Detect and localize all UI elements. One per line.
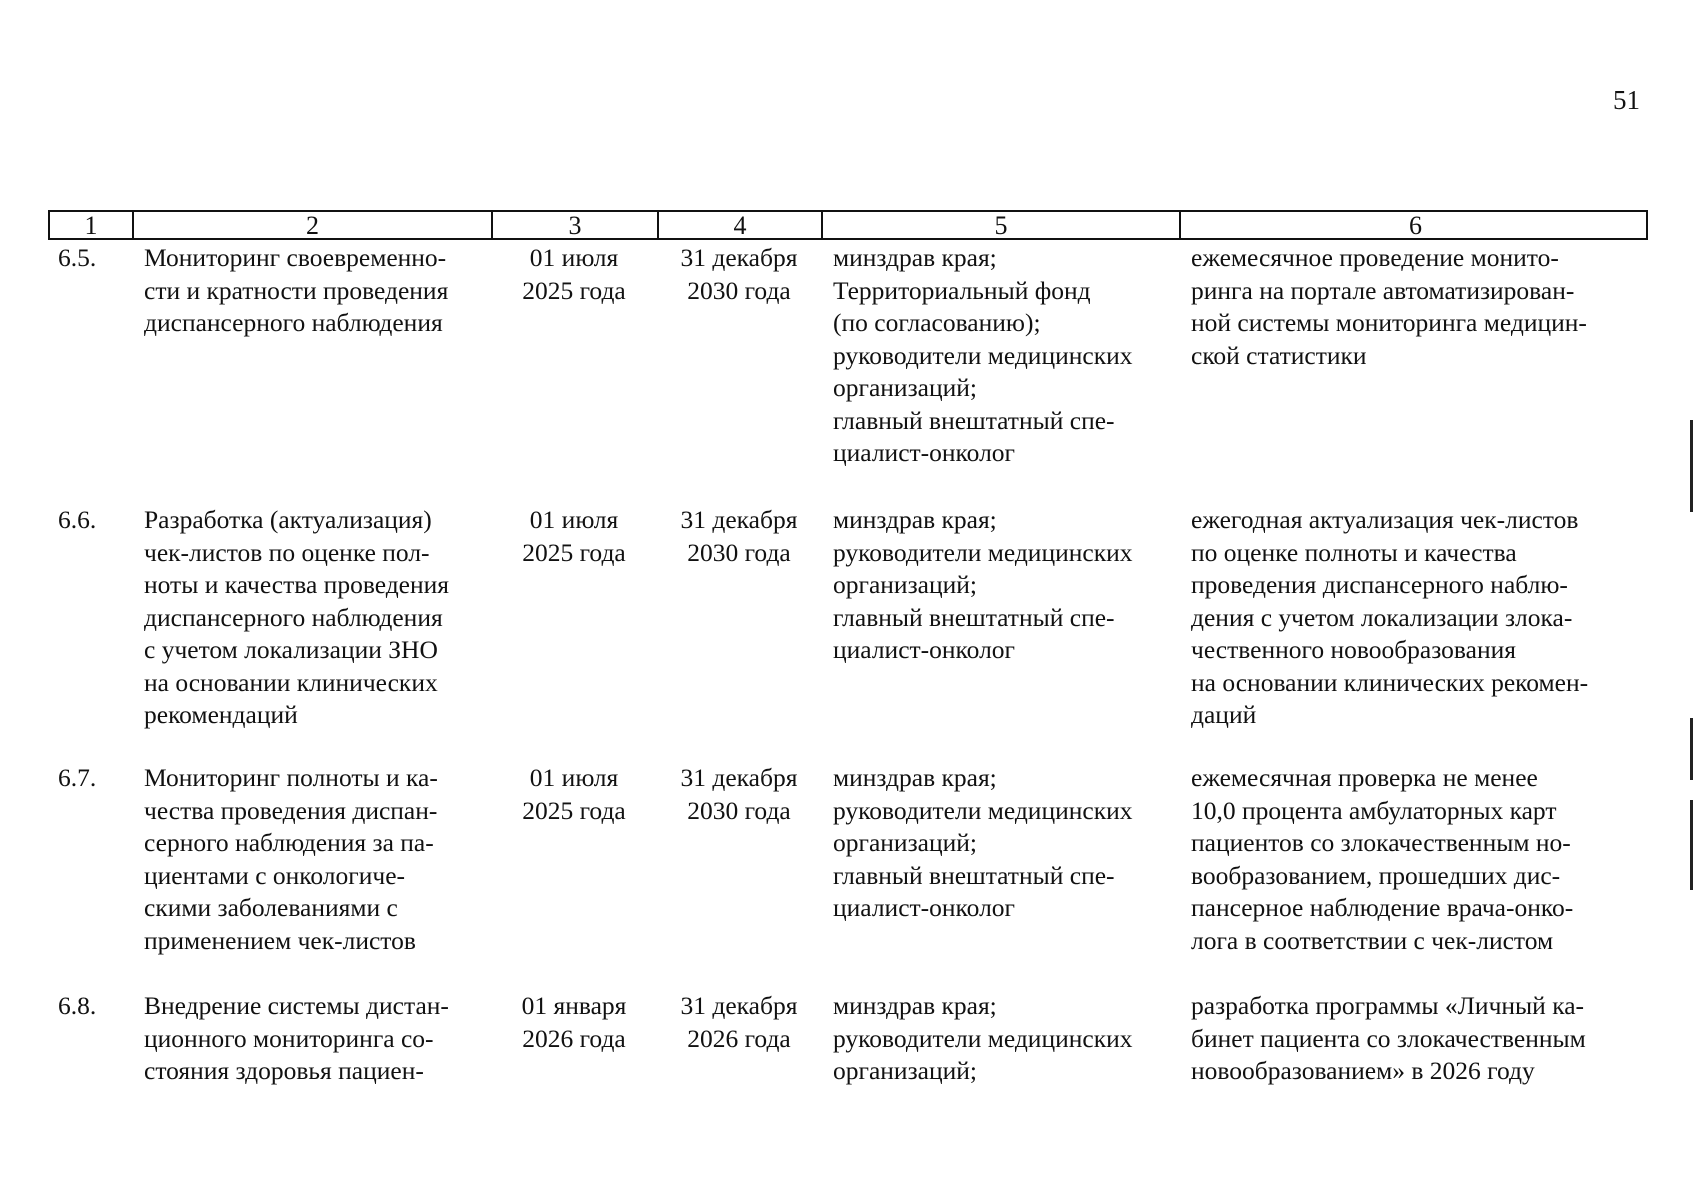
responsible-text: минздрав края; Территориальный фонд (по согласованию); руководители медицинских организаций; главный внештатный спе- циалист-онколог [833, 243, 1133, 467]
action-text: Внедрение системы дистан- ционного мониторинга со- стояния здоровья пациен- [144, 991, 449, 1085]
action-text: Мониторинг своевременно- сти и кратности проведения диспансерного наблюдения [144, 243, 449, 337]
scan-edge-mark [1690, 420, 1693, 512]
end-date: 31 декабря 2030 года [680, 763, 798, 825]
column-header-3: 3 [493, 212, 659, 240]
start-date: 01 января 2026 года [521, 991, 627, 1053]
responsible-text: минздрав края; руководители медицинских организаций; главный внештатный спе- циалист-онколог [833, 505, 1133, 664]
end-date: 31 декабря 2026 года [680, 991, 798, 1053]
table-row [48, 504, 1648, 762]
column-header-5: 5 [823, 212, 1181, 240]
scan-edge-mark [1690, 800, 1693, 890]
end-date: 31 декабря 2030 года [680, 243, 798, 305]
table-row [48, 990, 1648, 1110]
scan-edge-mark [1690, 718, 1693, 780]
result-text: разработка программы «Личный ка- бинет пациента со злокачественным новообразованием» в 2026 году [1191, 991, 1586, 1085]
row-number: 6.7. [58, 763, 97, 792]
table-row [48, 242, 1648, 504]
row-number: 6.8. [58, 991, 97, 1020]
result-text: ежемесячная проверка не менее 10,0 процента амбулаторных карт пациентов со злокачественным но- вообразованием, прошедших дис- пансерное наблюдение врача-онко- лога в соответствии с чек-листом [1191, 763, 1574, 955]
row-number: 6.6. [58, 505, 97, 534]
end-date: 31 декабря 2030 года [680, 505, 798, 567]
start-date: 01 июля 2025 года [522, 763, 626, 825]
start-date: 01 июля 2025 года [522, 243, 626, 305]
row-number: 6.5. [58, 243, 97, 272]
page-number: 51 [1613, 85, 1640, 115]
column-header-2: 2 [134, 212, 493, 240]
responsible-text: минздрав края; руководители медицинских организаций; главный внештатный спе- циалист-онколог [833, 763, 1133, 922]
result-text: ежегодная актуализация чек-листов по оценке полноты и качества проведения диспансерного наблю- дения с учетом локализации злока- чественного новообразования на основании клинических рекомен- даций [1191, 505, 1589, 729]
measures-table [48, 210, 1648, 1110]
action-text: Мониторинг полноты и ка- чества проведения диспан- серного наблюдения за па- циентами с онкологиче- скими заболеваниями с применением чек-листов [144, 763, 438, 955]
table-header-row [48, 210, 1648, 240]
result-text: ежемесячное проведение монито- ринга на портале автоматизирован- ной системы мониторинга медицин- ской статистики [1191, 243, 1587, 370]
column-header-6: 6 [1409, 211, 1422, 240]
action-text: Разработка (актуализация) чек-листов по оценке пол- ноты и качества проведения диспансерного наблюдения с учетом локализации ЗНО на основании клинических рекомендаций [144, 505, 450, 729]
column-header-4: 4 [659, 212, 823, 240]
table-row [48, 762, 1648, 990]
start-date: 01 июля 2025 года [522, 505, 626, 567]
responsible-text: минздрав края; руководители медицинских организаций; [833, 991, 1133, 1085]
column-header-1: 1 [50, 212, 134, 240]
